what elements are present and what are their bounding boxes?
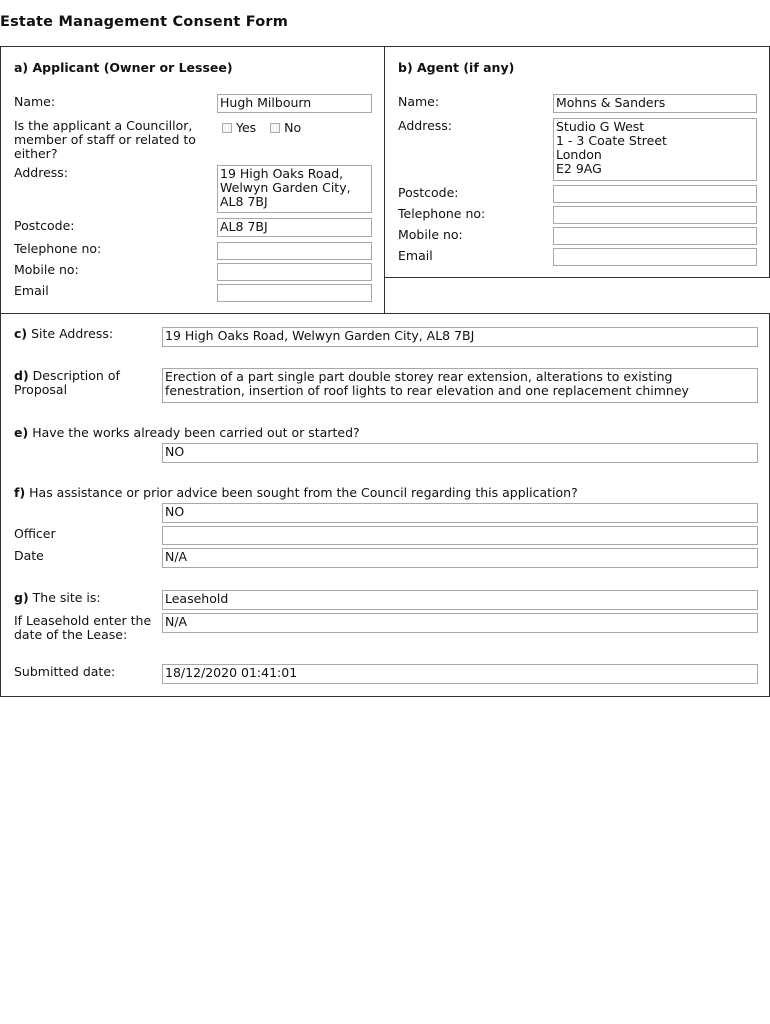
site-address-field[interactable]: 19 High Oaks Road, Welwyn Garden City, AL8 7BJ <box>162 327 758 347</box>
agent-email-field[interactable] <box>553 248 757 266</box>
officer-field[interactable] <box>162 526 758 545</box>
works-started-field[interactable]: NO <box>162 443 758 463</box>
applicant-heading: a) Applicant (Owner or Lessee) <box>14 60 233 75</box>
agent-telephone-field[interactable] <box>553 206 757 224</box>
applicant-name-field[interactable]: Hugh Milbourn <box>217 94 372 113</box>
councillor-no-label: No <box>284 120 302 135</box>
submitted-date-label: Submitted date: <box>14 664 116 679</box>
prior-advice-label: f) Has assistance or prior advice been sought from the Council regarding this application? <box>14 485 578 500</box>
agent-address-label: Address: <box>398 118 452 133</box>
page-title: Estate Management Consent Form <box>0 14 289 30</box>
applicant-mobile-field[interactable] <box>217 263 372 281</box>
date-label: Date <box>14 548 44 563</box>
applicant-postcode-field[interactable]: AL8 7BJ <box>217 218 372 237</box>
date-field[interactable]: N/A <box>162 548 758 568</box>
agent-heading: b) Agent (if any) <box>398 60 515 75</box>
description-label: d) Description of Proposal <box>14 368 120 397</box>
site-is-label: g) The site is: <box>14 590 101 605</box>
councillor-question-label: Is the applicant a Councillor, member of staff or related to either? <box>14 118 196 161</box>
councillor-yes-checkbox[interactable] <box>222 123 232 133</box>
submitted-date-field[interactable]: 18/12/2020 01:41:01 <box>162 664 758 684</box>
prior-advice-field[interactable]: NO <box>162 503 758 523</box>
agent-postcode-field[interactable] <box>553 185 757 203</box>
applicant-name-label: Name: <box>14 94 56 109</box>
applicant-mobile-label: Mobile no: <box>14 262 79 277</box>
agent-postcode-label: Postcode: <box>398 185 459 200</box>
councillor-options <box>222 120 311 135</box>
description-field[interactable]: Erection of a part single part double storey rear extension, alterations to existing fenestration, insertion of roof lights to rear elevation and one replacement chimney <box>162 368 758 403</box>
officer-label: Officer <box>14 526 56 541</box>
agent-address-field[interactable]: Studio G West 1 - 3 Coate Street London E2 9AG <box>553 118 757 181</box>
agent-telephone-label: Telephone no: <box>398 206 486 221</box>
site-address-label: c) Site Address: <box>14 326 114 341</box>
lease-date-field[interactable]: N/A <box>162 613 758 633</box>
agent-mobile-label: Mobile no: <box>398 227 463 242</box>
applicant-email-label: Email <box>14 283 49 298</box>
agent-name-field[interactable]: Mohns & Sanders <box>553 94 757 113</box>
applicant-address-field[interactable]: 19 High Oaks Road, Welwyn Garden City, AL8 7BJ <box>217 165 372 213</box>
applicant-email-field[interactable] <box>217 284 372 302</box>
agent-section <box>384 46 770 278</box>
works-started-label: e) Have the works already been carried out or started? <box>14 425 360 440</box>
councillor-yes-label: Yes <box>236 120 257 135</box>
applicant-section <box>0 46 385 314</box>
councillor-no-checkbox[interactable] <box>270 123 280 133</box>
applicant-telephone-label: Telephone no: <box>14 241 102 256</box>
agent-name-label: Name: <box>398 94 440 109</box>
lease-date-label: If Leasehold enter the date of the Lease: <box>14 613 152 642</box>
agent-mobile-field[interactable] <box>553 227 757 245</box>
agent-email-label: Email <box>398 248 433 263</box>
applicant-telephone-field[interactable] <box>217 242 372 260</box>
applicant-postcode-label: Postcode: <box>14 218 75 233</box>
applicant-address-label: Address: <box>14 165 68 180</box>
site-is-field[interactable]: Leasehold <box>162 590 758 610</box>
proposal-details-section <box>0 313 770 697</box>
